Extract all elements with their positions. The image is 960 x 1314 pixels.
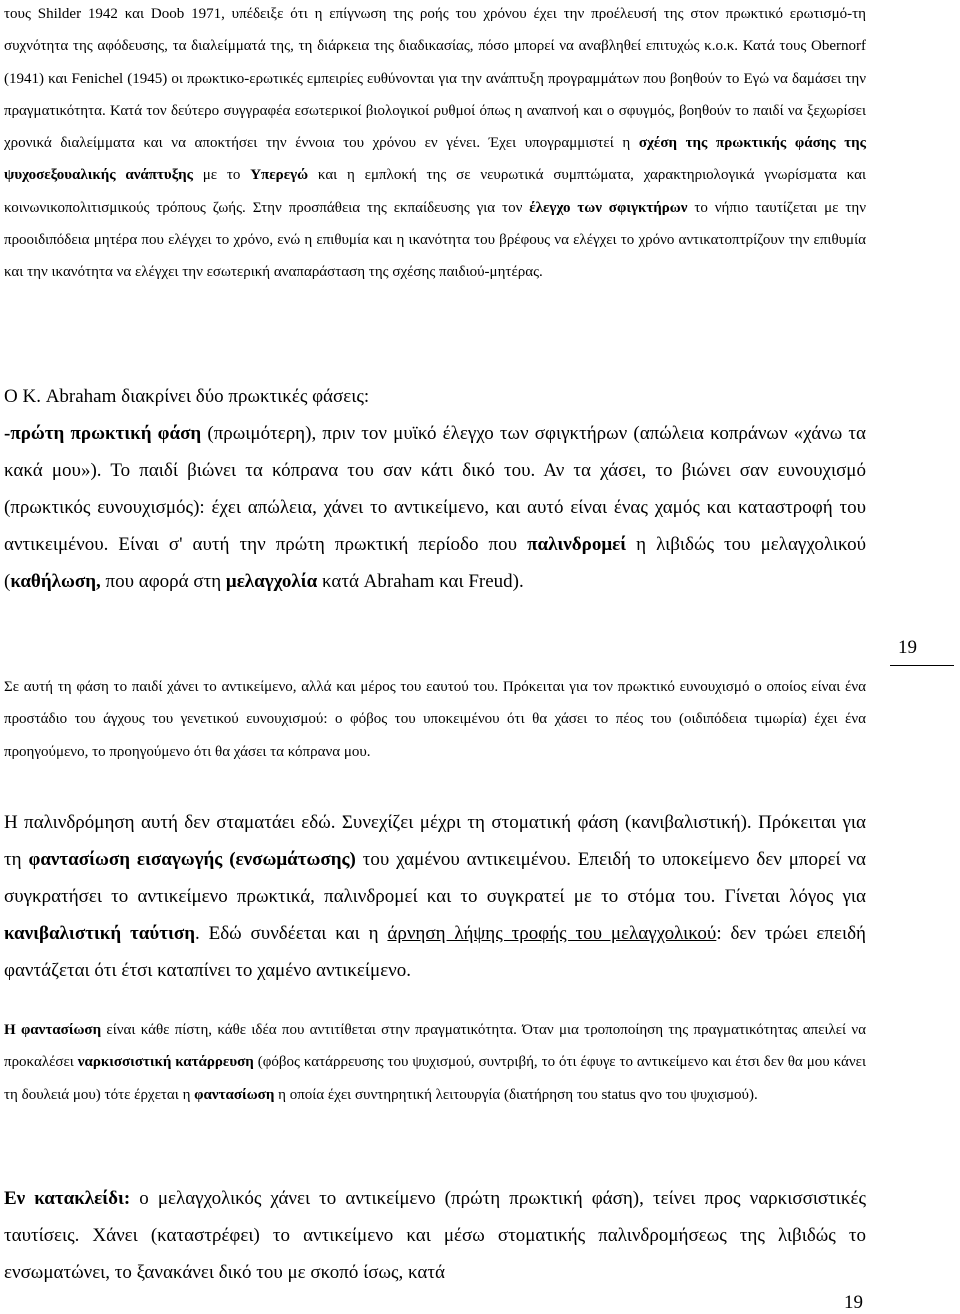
bold-run: Η φαντασίωση <box>4 1022 102 1038</box>
margin-rule <box>890 665 954 666</box>
paragraph-conclusion <box>4 1180 866 1291</box>
bold-run: σχέση της πρωκτικής φάσης της ψυχοσεξουαλικής ανάπτυξης <box>4 135 866 184</box>
text-run: Σε αυτή τη φάση το παιδί χάνει το αντικείμενο, αλλά και μέρος του εαυτού του. Πρόκειται για τον πρωκτικό ευνουχισμό ο οποίος είναι ένα προστάδιο του άγχους του γενετικού ευνουχισμού: ο φόβος του υποκειμένου ότι θα χάσει το πέος του (οιδιπόδεια τιμωρία) έχει ένα προηγούμενο, το προηγούμενο ότι θα χάσει τα κόπρανα μου. <box>4 679 866 760</box>
text-run: του χαμένου αντικειμένου. Επειδή το υποκείμενο δεν μπορεί να συγκρατήσει το αντικείμενο πρωκτικά, παλινδρομεί και το συγκρατεί με το στόμα του. Γίνεται λόγος για <box>4 849 867 908</box>
text-run: που αφορά στη <box>100 571 226 593</box>
bold-run: φαντασίωση <box>194 1086 275 1103</box>
paragraph-fantasy-definition <box>4 1014 866 1111</box>
text-run: τους Shilder 1942 και Doob 1971, υπέδειξε ότι η επίγνωση της ροής του χρόνου έχει την προέλευσή της στον πρωκτικό ερωτισμό-τη συχνότητα της αφόδευσης, τα διαλείμματά της, τη διάρκεια της διαδικασίας, πόσο μπορεί να αναβληθεί επιτυχώς κ.ο.κ. Κατά τους Obernorf (1941) και Fenichel (1945) οι πρωκτικο-ερωτικές εμπειρίες ευθύνονται για την ανάπτυξη προγραμμάτων που βοηθούν το Εγώ να δαμάσει την πραγματικότητα. Κατά τον δεύτερο συγγραφέα εσωτερικοί βιολογικοί ρυθμοί όπως η αναπνοή και ο σφυγμός, βοηθούν το παιδί να ξεχωρίσει χρονικά διαλείμματα και να αποκτήσει την έννοια του χρόνου εν γένει. Έχει υπογραμμιστεί η <box>4 6 866 152</box>
bold-run: Εν κατακλείδι: <box>4 1188 131 1209</box>
text-run: και η εμπλοκή της σε νευρωτικά συμπτώματα, χαρακτηριολογικά γνωρίσματα και κοινωνικοπολιτισμικούς τρόπους ζωής. Στην προσπάθεια της εκπαίδευσης για τον <box>4 167 866 216</box>
bold-run: έλεγχο των σφιγκτήρων <box>529 199 688 216</box>
text-run: είναι κάθε πίστη, κάθε ιδέα που αντιτίθεται στην πραγματικότητα. Όταν μια τροποποίηση της πραγματικότητας απειλεί να προκαλέσει <box>4 1022 867 1071</box>
bold-run: ναρκισσιστική κατάρρευση <box>77 1054 254 1071</box>
text-run: : δεν τρώει επειδή φαντάζεται ότι έτσι καταπίνει το χαμένο αντικείμενο. <box>4 923 866 982</box>
text-run: το νήπιο ταυτίζεται με την προοιδιπόδεια μητέρα που ελέγχει το χρόνο, ενώ η επιθυμία και η ικανότητα του βρέφους να ελέγχει το χρόνο αντικατοπτρίζουν την επιθυμία και την ικανότητα να ελέγχει την εσωτερική αναπαράσταση της σχέσης παιδιού-μητέρας. <box>4 199 866 281</box>
bold-run: μελαγχολία <box>225 571 318 593</box>
bold-run: παλινδρομεί <box>527 534 627 556</box>
bold-run: κανιβαλιστική ταύτιση <box>4 923 196 945</box>
underlined-run: άρνηση λήψης τροφής του μελαγχολικού <box>387 923 717 945</box>
paragraph-anal-castration <box>4 671 866 768</box>
text-run: (πρωιμότερη), πριν τον μυϊκό έλεγχο των σφιγκτήρων (απώλεια κοπράνων «χάνω τα κακά μου»). Το παιδί βιώνει τα κόπρανα του σαν κάτι δικό του. Αν τα χάσει, το βιώνει σαν ευνουχισμό (πρωκτικός ευνουχισμός): έχει απώλεια, χάνει το αντικείμενο, και αυτό είναι ένας χαμός και καταστροφή του αντικειμένου. Είναι σ' αυτή την πρώτη πρωκτική περίοδο που <box>4 423 866 556</box>
text-run: με το <box>192 167 251 184</box>
bold-run: καθήλωση, <box>10 571 101 593</box>
text-run: (φόβος κατάρρευσης του ψυχισμού, συντριβή, το ότι έφυγε το αντικείμενο και έτσι δεν θα μου κάνει τη δουλειά μου) τότε έρχεται η <box>4 1054 866 1103</box>
text-run: . Εδώ συνδέεται και η <box>195 923 388 945</box>
bold-run: Υπερεγώ <box>250 167 309 184</box>
text-run: κατά Abraham και Freud). <box>317 571 524 593</box>
text-run: η λιβιδώς του μελαγχολικού ( <box>4 534 867 593</box>
bold-run: -πρώτη πρωκτική φάση <box>4 423 202 445</box>
paragraph-time-anal-eroticism <box>4 0 866 289</box>
paragraph-oral-regression <box>4 804 866 989</box>
bold-run: φαντασίωση εισαγωγής (ενσωμάτωσης) <box>28 849 356 871</box>
text-run: ο μελαγχολικός χάνει το αντικείμενο (πρώτη πρωκτική φάση), τείνει προς ναρκισσιστικές ταυτίσεις. Χάνει (καταστρέφει) το αντικείμενο και μέσω στοματικής παλινδρομήσεως της λιβιδώς το ενσωματώνει, το ξανακάνει δικό του με σκοπό ίσως, κατά <box>4 1188 866 1284</box>
text-run: Ο Κ. Abraham διακρίνει δύο πρωκτικές φάσεις: <box>4 386 370 407</box>
text-run: η οποία έχει συντηρητική λειτουργία (διατήρηση του status qvo του ψυχισμού). <box>274 1086 758 1103</box>
text-run: Η παλινδρόμηση αυτή δεν σταματάει εδώ. Συνεχίζει μέχρι τη στοματική φάση (κανιβαλιστική). Πρόκειται για τη <box>4 812 866 871</box>
paragraph-abraham-anal-phases <box>4 378 866 601</box>
margin-page-number: 19 <box>898 637 917 658</box>
footer-page-number: 19 <box>844 1292 863 1313</box>
